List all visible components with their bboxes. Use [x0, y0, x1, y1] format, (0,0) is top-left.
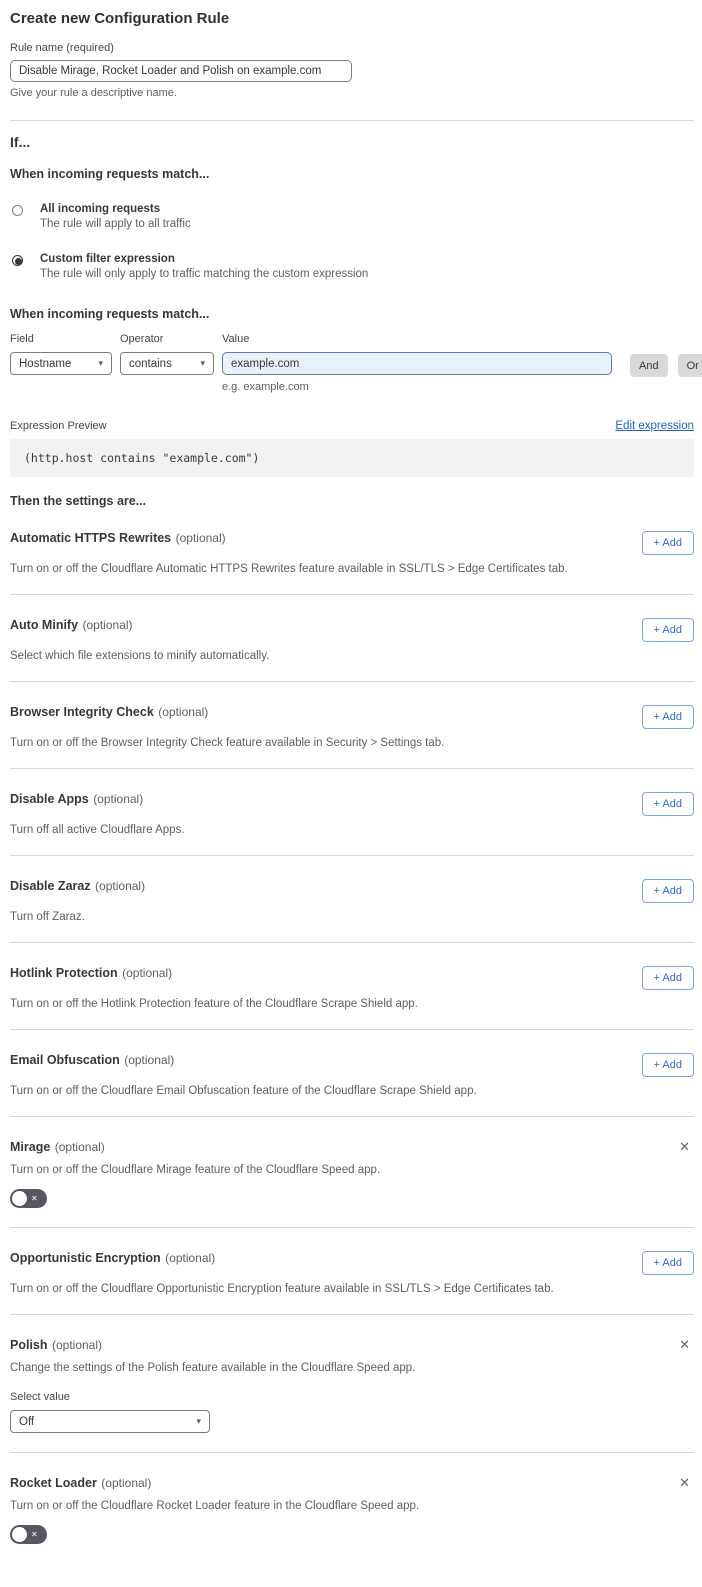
expression-code: (http.host contains "example.com"): [24, 451, 260, 465]
toggle-off-x-icon: ✕: [31, 1194, 38, 1203]
setting-optional-tag: (optional): [101, 1476, 152, 1490]
value-help: e.g. example.com: [222, 381, 309, 393]
toggle-knob: [12, 1527, 27, 1542]
setting-name: Disable Zaraz: [10, 879, 91, 893]
setting-optional-tag: (optional): [93, 792, 144, 806]
add-button[interactable]: + Add: [642, 879, 694, 903]
chevron-down-icon: ▾: [196, 1416, 201, 1426]
expression-preview-label: Expression Preview: [10, 420, 107, 432]
setting-name: Automatic HTTPS Rewrites: [10, 531, 172, 545]
setting-description: Turn on or off the Cloudflare Mirage feature of the Cloudflare Speed app.: [10, 1164, 381, 1176]
toggle-knob: [12, 1191, 27, 1206]
add-button[interactable]: + Add: [642, 618, 694, 642]
setting-description: Turn on or off the Cloudflare Email Obfuscation feature of the Cloudflare Scrape Shield app.: [10, 1085, 477, 1097]
value-column: [222, 333, 612, 393]
radio-custom-filter-expression[interactable]: [10, 253, 694, 280]
setting-automatic-https-rewrites: [10, 508, 694, 595]
value-label: Value: [222, 333, 250, 345]
field-select-value: Hostname: [19, 357, 72, 370]
setting-description: Select which file extensions to minify automatically.: [10, 650, 270, 662]
match-heading: When incoming requests match...: [10, 167, 210, 181]
setting-optional-tag: (optional): [122, 966, 173, 980]
match-type-radio-group: [10, 203, 694, 280]
chevron-down-icon: ▾: [200, 358, 205, 368]
setting-name: Browser Integrity Check: [10, 705, 154, 719]
operator-label: Operator: [120, 333, 164, 345]
expression-code-box: [10, 439, 694, 477]
setting-disable-zaraz: [10, 856, 694, 943]
polish-select-value: Off: [19, 1415, 35, 1428]
setting-title: [10, 1138, 105, 1156]
add-button[interactable]: + Add: [642, 1251, 694, 1275]
operator-select-value: contains: [129, 357, 172, 370]
toggle-off-x-icon: ✕: [31, 1530, 38, 1539]
polish-select-label: Select value: [10, 1391, 70, 1403]
setting-optional-tag: (optional): [165, 1251, 216, 1265]
edit-expression-link[interactable]: Edit expression: [615, 420, 694, 432]
setting-name: Polish: [10, 1338, 48, 1352]
section-divider: [10, 120, 694, 121]
add-button[interactable]: + Add: [642, 966, 694, 990]
setting-rocket-loader: [10, 1453, 694, 1563]
add-button[interactable]: + Add: [642, 792, 694, 816]
setting-name: Email Obfuscation: [10, 1053, 120, 1067]
page-title: Create new Configuration Rule: [10, 10, 230, 27]
close-icon[interactable]: ✕: [679, 1337, 690, 1352]
setting-description: Turn on or off the Browser Integrity Check feature available in Security > Settings tab.: [10, 737, 445, 749]
setting-optional-tag: (optional): [54, 1140, 105, 1154]
setting-disable-apps: [10, 769, 694, 856]
setting-optional-tag: (optional): [95, 879, 146, 893]
setting-title: [10, 1249, 215, 1267]
value-input[interactable]: [222, 352, 612, 375]
or-button[interactable]: Or: [678, 354, 702, 377]
setting-description: Turn off Zaraz.: [10, 911, 85, 923]
setting-name: Disable Apps: [10, 792, 89, 806]
setting-name: Auto Minify: [10, 618, 79, 632]
setting-mirage: [10, 1117, 694, 1228]
setting-email-obfuscation: [10, 1030, 694, 1117]
setting-description: Turn on or off the Hotlink Protection feature of the Cloudflare Scrape Shield app.: [10, 998, 418, 1010]
rule-name-help: Give your rule a descriptive name.: [10, 87, 177, 99]
then-heading: Then the settings are...: [10, 494, 147, 508]
setting-name: Hotlink Protection: [10, 966, 118, 980]
rule-name-input[interactable]: [10, 60, 352, 82]
setting-browser-integrity-check: [10, 682, 694, 769]
setting-description: Turn on or off the Cloudflare Opportunistic Encryption feature available in SSL/TLS > Edge Certificates tab.: [10, 1283, 554, 1295]
setting-title: [10, 877, 145, 895]
field-column: [10, 333, 112, 375]
radio-all-incoming-requests[interactable]: [10, 203, 694, 230]
radio-label: All incoming requests: [40, 203, 161, 215]
setting-optional-tag: (optional): [82, 618, 133, 632]
close-icon[interactable]: ✕: [679, 1139, 690, 1154]
radio-description: The rule will only apply to traffic matching the custom expression: [40, 268, 369, 280]
setting-name: Opportunistic Encryption: [10, 1251, 161, 1265]
mirage-toggle[interactable]: [10, 1189, 47, 1208]
radio-label: Custom filter expression: [40, 253, 175, 265]
setting-optional-tag: (optional): [158, 705, 209, 719]
expression-preview-row: [10, 420, 694, 432]
setting-description: Turn on or off the Cloudflare Rocket Loader feature in the Cloudflare Speed app.: [10, 1500, 420, 1512]
setting-description: Turn off all active Cloudflare Apps.: [10, 824, 185, 836]
setting-title: [10, 529, 226, 547]
radio-selected-icon: [12, 255, 23, 266]
add-button[interactable]: + Add: [642, 705, 694, 729]
setting-auto-minify: [10, 595, 694, 682]
setting-title: [10, 1336, 102, 1354]
setting-title: [10, 703, 208, 721]
close-icon[interactable]: ✕: [679, 1475, 690, 1490]
polish-value-select[interactable]: [10, 1410, 210, 1433]
field-select[interactable]: [10, 352, 112, 375]
expression-builder-row: [10, 333, 699, 393]
setting-optional-tag: (optional): [124, 1053, 175, 1067]
radio-unselected-icon: [12, 205, 23, 216]
field-label: Field: [10, 333, 34, 345]
operator-column: [120, 333, 214, 375]
radio-description: The rule will apply to all traffic: [40, 218, 191, 230]
setting-title: [10, 1474, 151, 1492]
setting-title: [10, 964, 172, 982]
setting-name: Mirage: [10, 1140, 51, 1154]
setting-optional-tag: (optional): [175, 531, 226, 545]
add-button[interactable]: + Add: [642, 531, 694, 555]
builder-heading: When incoming requests match...: [10, 307, 210, 321]
setting-optional-tag: (optional): [51, 1338, 102, 1352]
setting-opportunistic-encryption: [10, 1228, 694, 1315]
setting-title: [10, 616, 133, 634]
setting-title: [10, 790, 143, 808]
setting-hotlink-protection: [10, 943, 694, 1030]
setting-polish: [10, 1315, 694, 1453]
rocket-loader-toggle[interactable]: [10, 1525, 47, 1544]
and-button[interactable]: And: [630, 354, 668, 377]
rule-name-label: Rule name (required): [10, 42, 114, 54]
add-button[interactable]: + Add: [642, 1053, 694, 1077]
setting-description: Change the settings of the Polish feature available in the Cloudflare Speed app.: [10, 1362, 416, 1374]
setting-title: [10, 1051, 174, 1069]
chevron-down-icon: ▾: [98, 358, 103, 368]
operator-select[interactable]: [120, 352, 214, 375]
if-heading: If...: [10, 134, 31, 150]
setting-description: Turn on or off the Cloudflare Automatic HTTPS Rewrites feature available in SSL/TLS > Edge Certificates tab.: [10, 563, 568, 575]
setting-name: Rocket Loader: [10, 1476, 97, 1490]
